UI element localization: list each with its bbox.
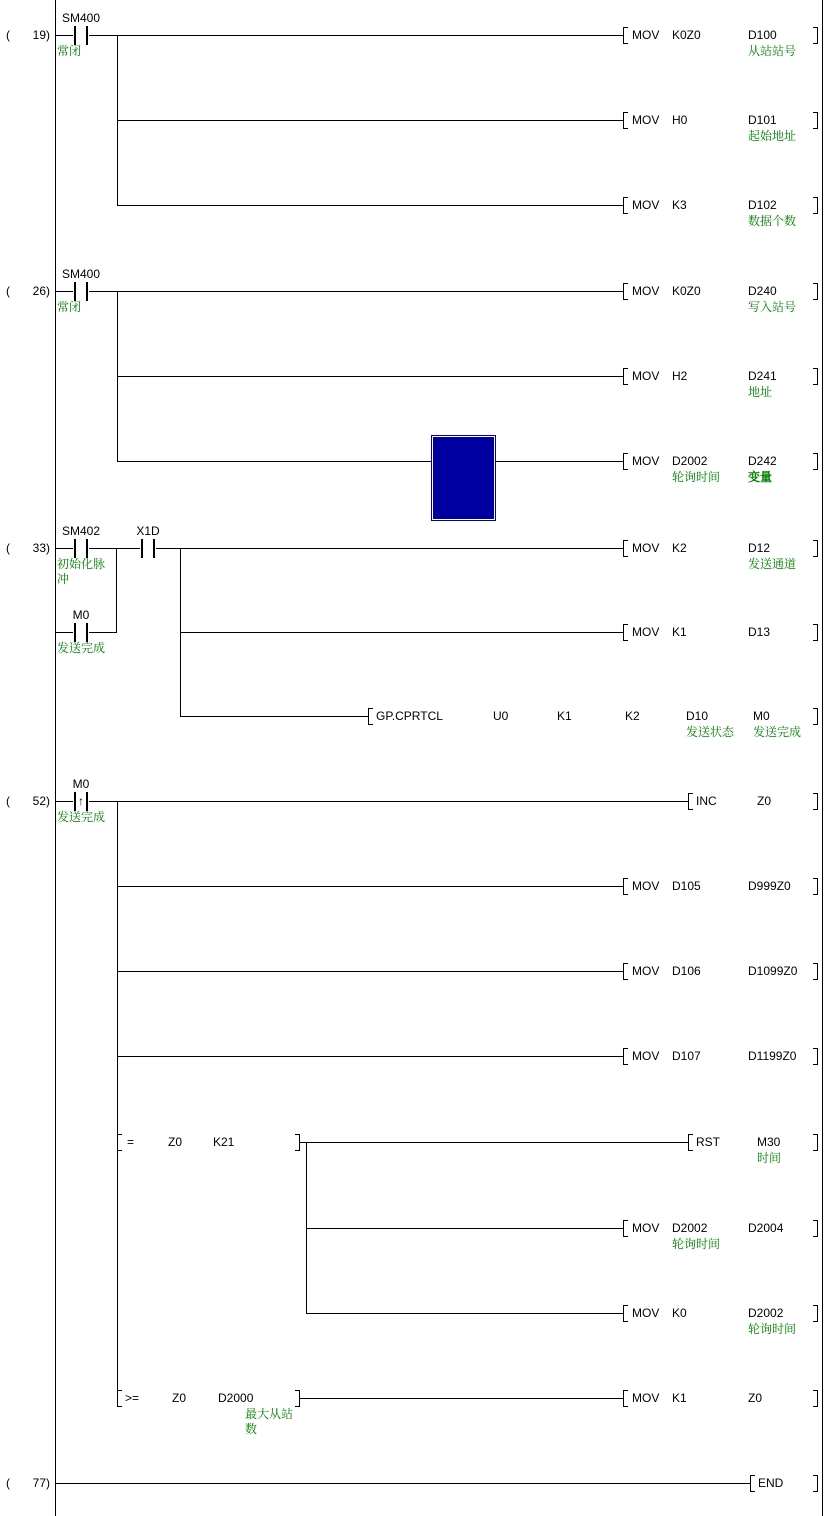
instruction-operand[interactable]: D106 [672, 964, 701, 978]
instruction-close-bracket [295, 1390, 300, 1407]
instruction-operand[interactable]: K1 [672, 625, 687, 639]
contact-bar [74, 539, 76, 558]
instruction-open-bracket [623, 963, 628, 980]
wire-horizontal [117, 886, 623, 887]
wire-horizontal [117, 120, 623, 121]
instruction-close-bracket [813, 1220, 818, 1237]
wire-horizontal [117, 205, 623, 206]
wire-horizontal [55, 291, 623, 292]
instruction-open-bracket [623, 368, 628, 385]
operand-comment: 变量 [748, 470, 773, 484]
instruction-close-bracket [813, 368, 818, 385]
contact-device-label: SM400 [61, 267, 101, 281]
contact-sm400[interactable] [73, 282, 89, 301]
instruction-open-bracket [623, 540, 628, 557]
operand-comment: 数据个数 [748, 214, 797, 228]
instruction-operand[interactable]: K2 [672, 541, 687, 555]
instruction-open-bracket [688, 793, 693, 810]
operand-comment: 轮询时间 [672, 470, 721, 484]
rung-step-number [6, 27, 50, 43]
contact-m0[interactable] [73, 623, 89, 642]
wire-horizontal [117, 1056, 623, 1057]
instruction-close-bracket [813, 1305, 818, 1322]
instruction-open-bracket [368, 708, 373, 725]
instruction-open-bracket [623, 1220, 628, 1237]
instruction-operand[interactable]: M0 [753, 709, 770, 723]
instruction-close-bracket [813, 27, 818, 44]
rung-number-paren: ( [6, 284, 10, 298]
wire-branch-vertical [117, 35, 118, 205]
wire-branch-vertical [117, 801, 118, 1398]
rung-step-number [6, 793, 50, 809]
instruction-operand[interactable]: D2000 [218, 1391, 254, 1405]
contact-bar [86, 539, 88, 558]
rung-number-value: 77) [32, 1476, 50, 1490]
contact-comment: 初始化脉冲 [57, 557, 106, 586]
instruction-operand[interactable]: D101 [748, 113, 777, 127]
instruction-operand[interactable]: U0 [493, 709, 509, 723]
instruction-mnemonic[interactable]: INC [696, 794, 717, 808]
contact-bar [86, 282, 88, 301]
contact-comment: 常闭 [57, 44, 82, 58]
instruction-close-bracket [813, 197, 818, 214]
wire-branch-vertical [306, 1142, 307, 1313]
operand-comment: 时间 [757, 1151, 782, 1165]
operand-comment: 从站站号 [748, 44, 797, 58]
contact-device-label: X1D [136, 524, 160, 538]
instruction-mnemonic[interactable]: MOV [632, 28, 660, 42]
instruction-close-bracket [813, 540, 818, 557]
instruction-open-bracket [623, 112, 628, 129]
wire-horizontal [55, 35, 623, 36]
instruction-close-bracket [813, 112, 818, 129]
operand-comment: 轮询时间 [672, 1237, 721, 1251]
instruction-mnemonic[interactable]: MOV [632, 1391, 660, 1405]
instruction-operand[interactable]: M30 [757, 1135, 781, 1149]
instruction-mnemonic[interactable]: MOV [632, 113, 660, 127]
operand-comment: 最大从站数 [245, 1407, 294, 1436]
operand-comment: 轮询时间 [748, 1322, 797, 1336]
instruction-open-bracket [688, 1134, 693, 1151]
contact-device-label: SM400 [61, 11, 101, 25]
instruction-open-bracket [623, 878, 628, 895]
contact-bar [141, 539, 143, 558]
wire-horizontal [306, 1228, 623, 1229]
rung-step-number [6, 1475, 50, 1491]
contact-comment: 发送完成 [57, 810, 106, 824]
instruction-mnemonic[interactable]: RST [696, 1135, 720, 1149]
operand-comment: 发送状态 [686, 725, 735, 739]
wire-branch-vertical [117, 291, 118, 461]
instruction-mnemonic[interactable]: MOV [632, 454, 660, 468]
wire-branch-vertical [116, 548, 117, 632]
instruction-open-bracket [623, 1305, 628, 1322]
wire-horizontal [180, 716, 368, 717]
instruction-operand[interactable]: D105 [672, 879, 701, 893]
rung-step-number [6, 540, 50, 556]
rung-number-paren: ( [6, 1476, 10, 1490]
instruction-mnemonic[interactable]: MOV [632, 198, 660, 212]
contact-sm400[interactable] [73, 26, 89, 45]
instruction-operand[interactable]: D242 [748, 454, 777, 468]
contact-device-label: SM402 [61, 524, 101, 538]
contact-bar [74, 282, 76, 301]
instruction-operand[interactable]: K1 [672, 1391, 687, 1405]
instruction-mnemonic[interactable]: MOV [632, 369, 660, 383]
instruction-mnemonic[interactable]: MOV [632, 964, 660, 978]
instruction-operand[interactable]: D102 [748, 198, 777, 212]
instruction-mnemonic[interactable]: END [758, 1476, 784, 1490]
instruction-operand[interactable]: K3 [672, 198, 687, 212]
operand-comment: 发送通道 [748, 557, 797, 571]
contact-bar [86, 26, 88, 45]
contact-sm402[interactable] [73, 539, 89, 558]
instruction-operand[interactable]: K0Z0 [672, 28, 701, 42]
wire-horizontal [117, 461, 623, 462]
instruction-operand[interactable]: D2002 [672, 1221, 708, 1235]
instruction-open-bracket [623, 283, 628, 300]
instruction-operand[interactable]: K0 [672, 1306, 687, 1320]
selection-cursor [432, 436, 495, 520]
instruction-close-bracket [813, 1390, 818, 1407]
instruction-operand[interactable]: Z0 [168, 1135, 183, 1149]
instruction-operand[interactable]: D10 [686, 709, 709, 723]
instruction-close-bracket [813, 708, 818, 725]
contact-x1d[interactable] [140, 539, 156, 558]
contact-comment: 发送完成 [57, 641, 106, 655]
rung-number-value: 52) [32, 794, 50, 808]
contact-device-label: M0 [72, 608, 90, 622]
instruction-operand[interactable]: H2 [672, 369, 688, 383]
contact-m0[interactable] [73, 792, 89, 811]
wire-horizontal [300, 1142, 688, 1143]
instruction-operand[interactable]: K2 [625, 709, 640, 723]
contact-bar [153, 539, 155, 558]
operand-comment: 发送完成 [753, 725, 802, 739]
instruction-operand[interactable]: D240 [748, 284, 777, 298]
instruction-open-bracket [750, 1475, 755, 1492]
instruction-close-bracket [813, 1475, 818, 1492]
instruction-open-bracket [623, 1390, 628, 1407]
instruction-operand[interactable]: K21 [213, 1135, 235, 1149]
instruction-operand[interactable]: D1099Z0 [748, 964, 798, 978]
instruction-close-bracket [295, 1134, 300, 1151]
instruction-mnemonic[interactable]: MOV [632, 625, 660, 639]
instruction-close-bracket [813, 1134, 818, 1151]
instruction-operand[interactable]: H0 [672, 113, 688, 127]
instruction-close-bracket [813, 453, 818, 470]
instruction-mnemonic[interactable]: MOV [632, 1306, 660, 1320]
instruction-operand[interactable]: D12 [748, 541, 771, 555]
instruction-close-bracket [813, 283, 818, 300]
wire-horizontal [117, 971, 623, 972]
wire-horizontal [180, 632, 623, 633]
operand-comment: 地址 [748, 385, 773, 399]
instruction-close-bracket [813, 624, 818, 641]
rung-number-value: 33) [32, 541, 50, 555]
wire-horizontal [117, 376, 623, 377]
instruction-mnemonic[interactable]: = [127, 1135, 135, 1149]
rung-number-value: 19) [32, 28, 50, 42]
instruction-open-bracket [623, 624, 628, 641]
rung-number-paren: ( [6, 541, 10, 555]
instruction-open-bracket [623, 1048, 628, 1065]
wire-horizontal [55, 1483, 750, 1484]
instruction-open-bracket [117, 1134, 122, 1151]
instruction-mnemonic[interactable]: MOV [632, 541, 660, 555]
right-bus-rail [822, 0, 823, 1516]
left-bus-rail [55, 0, 56, 1516]
instruction-operand[interactable]: Z0 [172, 1391, 187, 1405]
instruction-close-bracket [813, 878, 818, 895]
instruction-open-bracket [117, 1390, 122, 1407]
instruction-mnemonic[interactable]: MOV [632, 1221, 660, 1235]
rung-number-paren: ( [6, 794, 10, 808]
instruction-operand[interactable]: Z0 [748, 1391, 763, 1405]
instruction-operand[interactable]: D2002 [748, 1306, 784, 1320]
wire-horizontal [55, 801, 688, 802]
pulse-up-arrow-icon: ↑ [78, 794, 84, 808]
operand-comment: 写入站号 [748, 300, 797, 314]
instruction-mnemonic[interactable]: GP.CPRTCL [376, 709, 443, 723]
instruction-operand[interactable]: D241 [748, 369, 777, 383]
instruction-operand[interactable]: D999Z0 [748, 879, 791, 893]
instruction-open-bracket [623, 27, 628, 44]
contact-bar [74, 26, 76, 45]
instruction-operand[interactable]: K1 [557, 709, 572, 723]
operand-comment: 起始地址 [748, 129, 797, 143]
instruction-operand[interactable]: D1199Z0 [748, 1049, 797, 1063]
instruction-operand[interactable]: D100 [748, 28, 777, 42]
instruction-operand[interactable]: K0Z0 [672, 284, 701, 298]
wire-horizontal [306, 1313, 623, 1314]
instruction-operand[interactable]: D2002 [672, 454, 708, 468]
contact-comment: 常闭 [57, 300, 82, 314]
instruction-mnemonic[interactable]: MOV [632, 284, 660, 298]
instruction-open-bracket [623, 453, 628, 470]
instruction-close-bracket [813, 793, 818, 810]
instruction-mnemonic[interactable]: MOV [632, 879, 660, 893]
instruction-mnemonic[interactable]: >= [125, 1391, 140, 1405]
instruction-operand[interactable]: Z0 [757, 794, 772, 808]
rung-number-paren: ( [6, 28, 10, 42]
rung-number-value: 26) [32, 284, 50, 298]
instruction-open-bracket [623, 197, 628, 214]
instruction-operand[interactable]: D2004 [748, 1221, 784, 1235]
contact-bar [74, 623, 76, 642]
instruction-close-bracket [813, 1048, 818, 1065]
instruction-operand[interactable]: D13 [748, 625, 771, 639]
instruction-operand[interactable]: D107 [672, 1049, 701, 1063]
instruction-mnemonic[interactable]: MOV [632, 1049, 660, 1063]
contact-device-label: M0 [72, 777, 90, 791]
wire-branch-vertical [180, 548, 181, 716]
wire-horizontal [300, 1398, 623, 1399]
instruction-close-bracket [813, 963, 818, 980]
contact-bar [86, 623, 88, 642]
rung-step-number [6, 283, 50, 299]
